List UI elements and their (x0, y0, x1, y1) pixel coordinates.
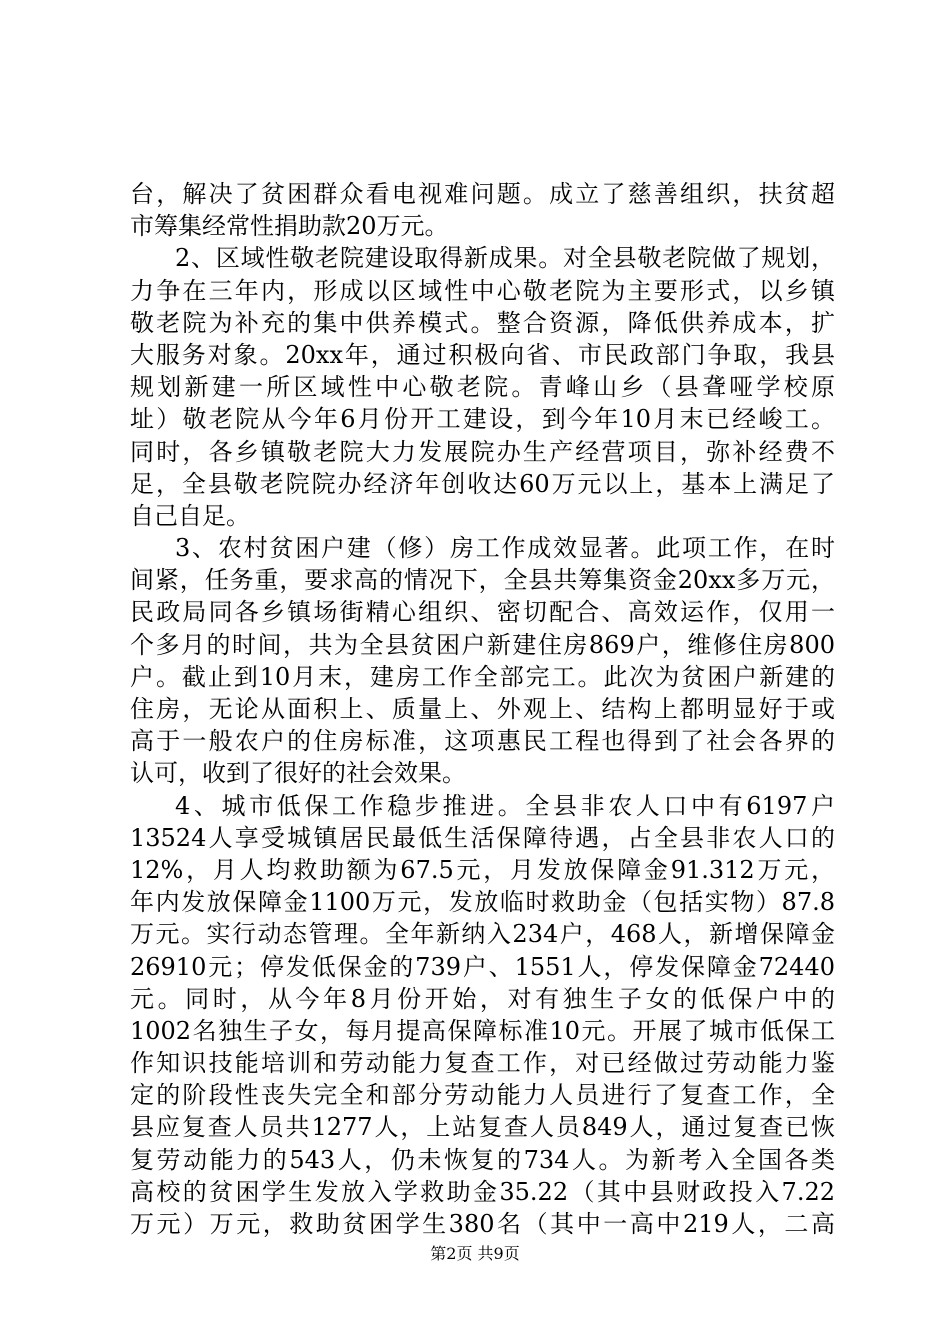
text-line: 址）敬老院从今年6月份开工建设，到今年10月末已经峻工。 (130, 405, 835, 434)
text-line: 民政局同各乡镇场街精心组织、密切配合、高效运作，仅用一 (130, 598, 835, 627)
text-line: 1002名独生子女，每月提高保障标准10元。开展了城市低保工 (130, 1016, 835, 1045)
text-line: 自己自足。 (130, 501, 250, 530)
text-line: 26910元；停发低保金的739户、1551人，停发保障金72440 (130, 952, 835, 981)
paragraph-first-line: 4、城市低保工作稳步推进。全县非农人口中有6197户 (175, 791, 835, 820)
text-line: 大服务对象。20xx年，通过积极向省、市民政部门争取，我县 (130, 340, 835, 369)
page-number-footer: 第2页 共9页 (430, 1244, 520, 1263)
text-line: 间紧，任务重，要求高的情况下，全县共筹集资金20xx多万元， (130, 566, 835, 595)
text-line: 户。截止到10月末，建房工作全部完工。此次为贫困户新建的 (130, 662, 835, 691)
paragraph-first-line: 2、区域性敬老院建设取得新成果。对全县敬老院做了规划， (175, 244, 835, 273)
text-line: 台，解决了贫困群众看电视难问题。成立了慈善组织，扶贫超 (130, 180, 835, 208)
paragraph-first-line: 3、农村贫困户建（修）房工作成效显著。此项工作，在时 (175, 534, 835, 563)
text-line: 年内发放保障金1100万元，发放临时救助金（包括实物）87.8 (130, 888, 835, 917)
text-line: 个多月的时间，共为全县贫困户新建住房869户，维修住房800 (130, 630, 835, 659)
text-line: 万元）万元，救助贫困学生380名（其中一高中219人，二高 (130, 1210, 835, 1238)
text-line: 作知识技能培训和劳动能力复查工作，对已经做过劳动能力鉴 (130, 1049, 835, 1078)
text-line: 高于一般农户的住房标准，这项惠民工程也得到了社会各界的 (130, 727, 835, 756)
text-line: 县应复查人员共1277人，上站复查人员849人，通过复查已恢 (130, 1113, 835, 1142)
text-line: 万元。实行动态管理。全年新纳入234户，468人，新增保障金 (130, 920, 835, 949)
text-line: 住房，无论从面积上、质量上、外观上、结构上都明显好于或 (130, 695, 835, 723)
text-line: 定的阶段性丧失完全和部分劳动能力人员进行了复查工作，全 (130, 1081, 835, 1110)
text-line: 力争在三年内，形成以区域性中心敬老院为主要形式，以乡镇 (130, 276, 835, 305)
text-line: 复劳动能力的543人，仍未恢复的734人。为新考入全国各类 (130, 1145, 835, 1174)
text-line: 12%，月人均救助额为67.5元，月发放保障金91.312万元， (130, 855, 835, 884)
text-line: 认可，收到了很好的社会效果。 (130, 759, 466, 788)
text-line: 规划新建一所区域性中心敬老院。青峰山乡（县聋哑学校原 (130, 373, 835, 402)
text-line: 敬老院为补充的集中供养模式。整合资源，降低供养成本，扩 (130, 308, 835, 337)
document-body (130, 178, 835, 1240)
text-line: 13524人享受城镇居民最低生活保障待遇，占全县非农人口的 (130, 823, 835, 852)
text-line: 市筹集经常性捐助款20万元。 (130, 212, 449, 241)
text-line: 高校的贫困学生发放入学救助金35.22（其中县财政投入7.22 (130, 1177, 835, 1206)
text-line: 同时，各乡镇敬老院大力发展院办生产经营项目，弥补经费不 (130, 437, 835, 466)
text-line: 元。同时，从今年8月份开始，对有独生子女的低保户中的 (130, 984, 835, 1013)
text-line: 足，全县敬老院院办经济年创收达60万元以上，基本上满足了 (130, 469, 835, 498)
